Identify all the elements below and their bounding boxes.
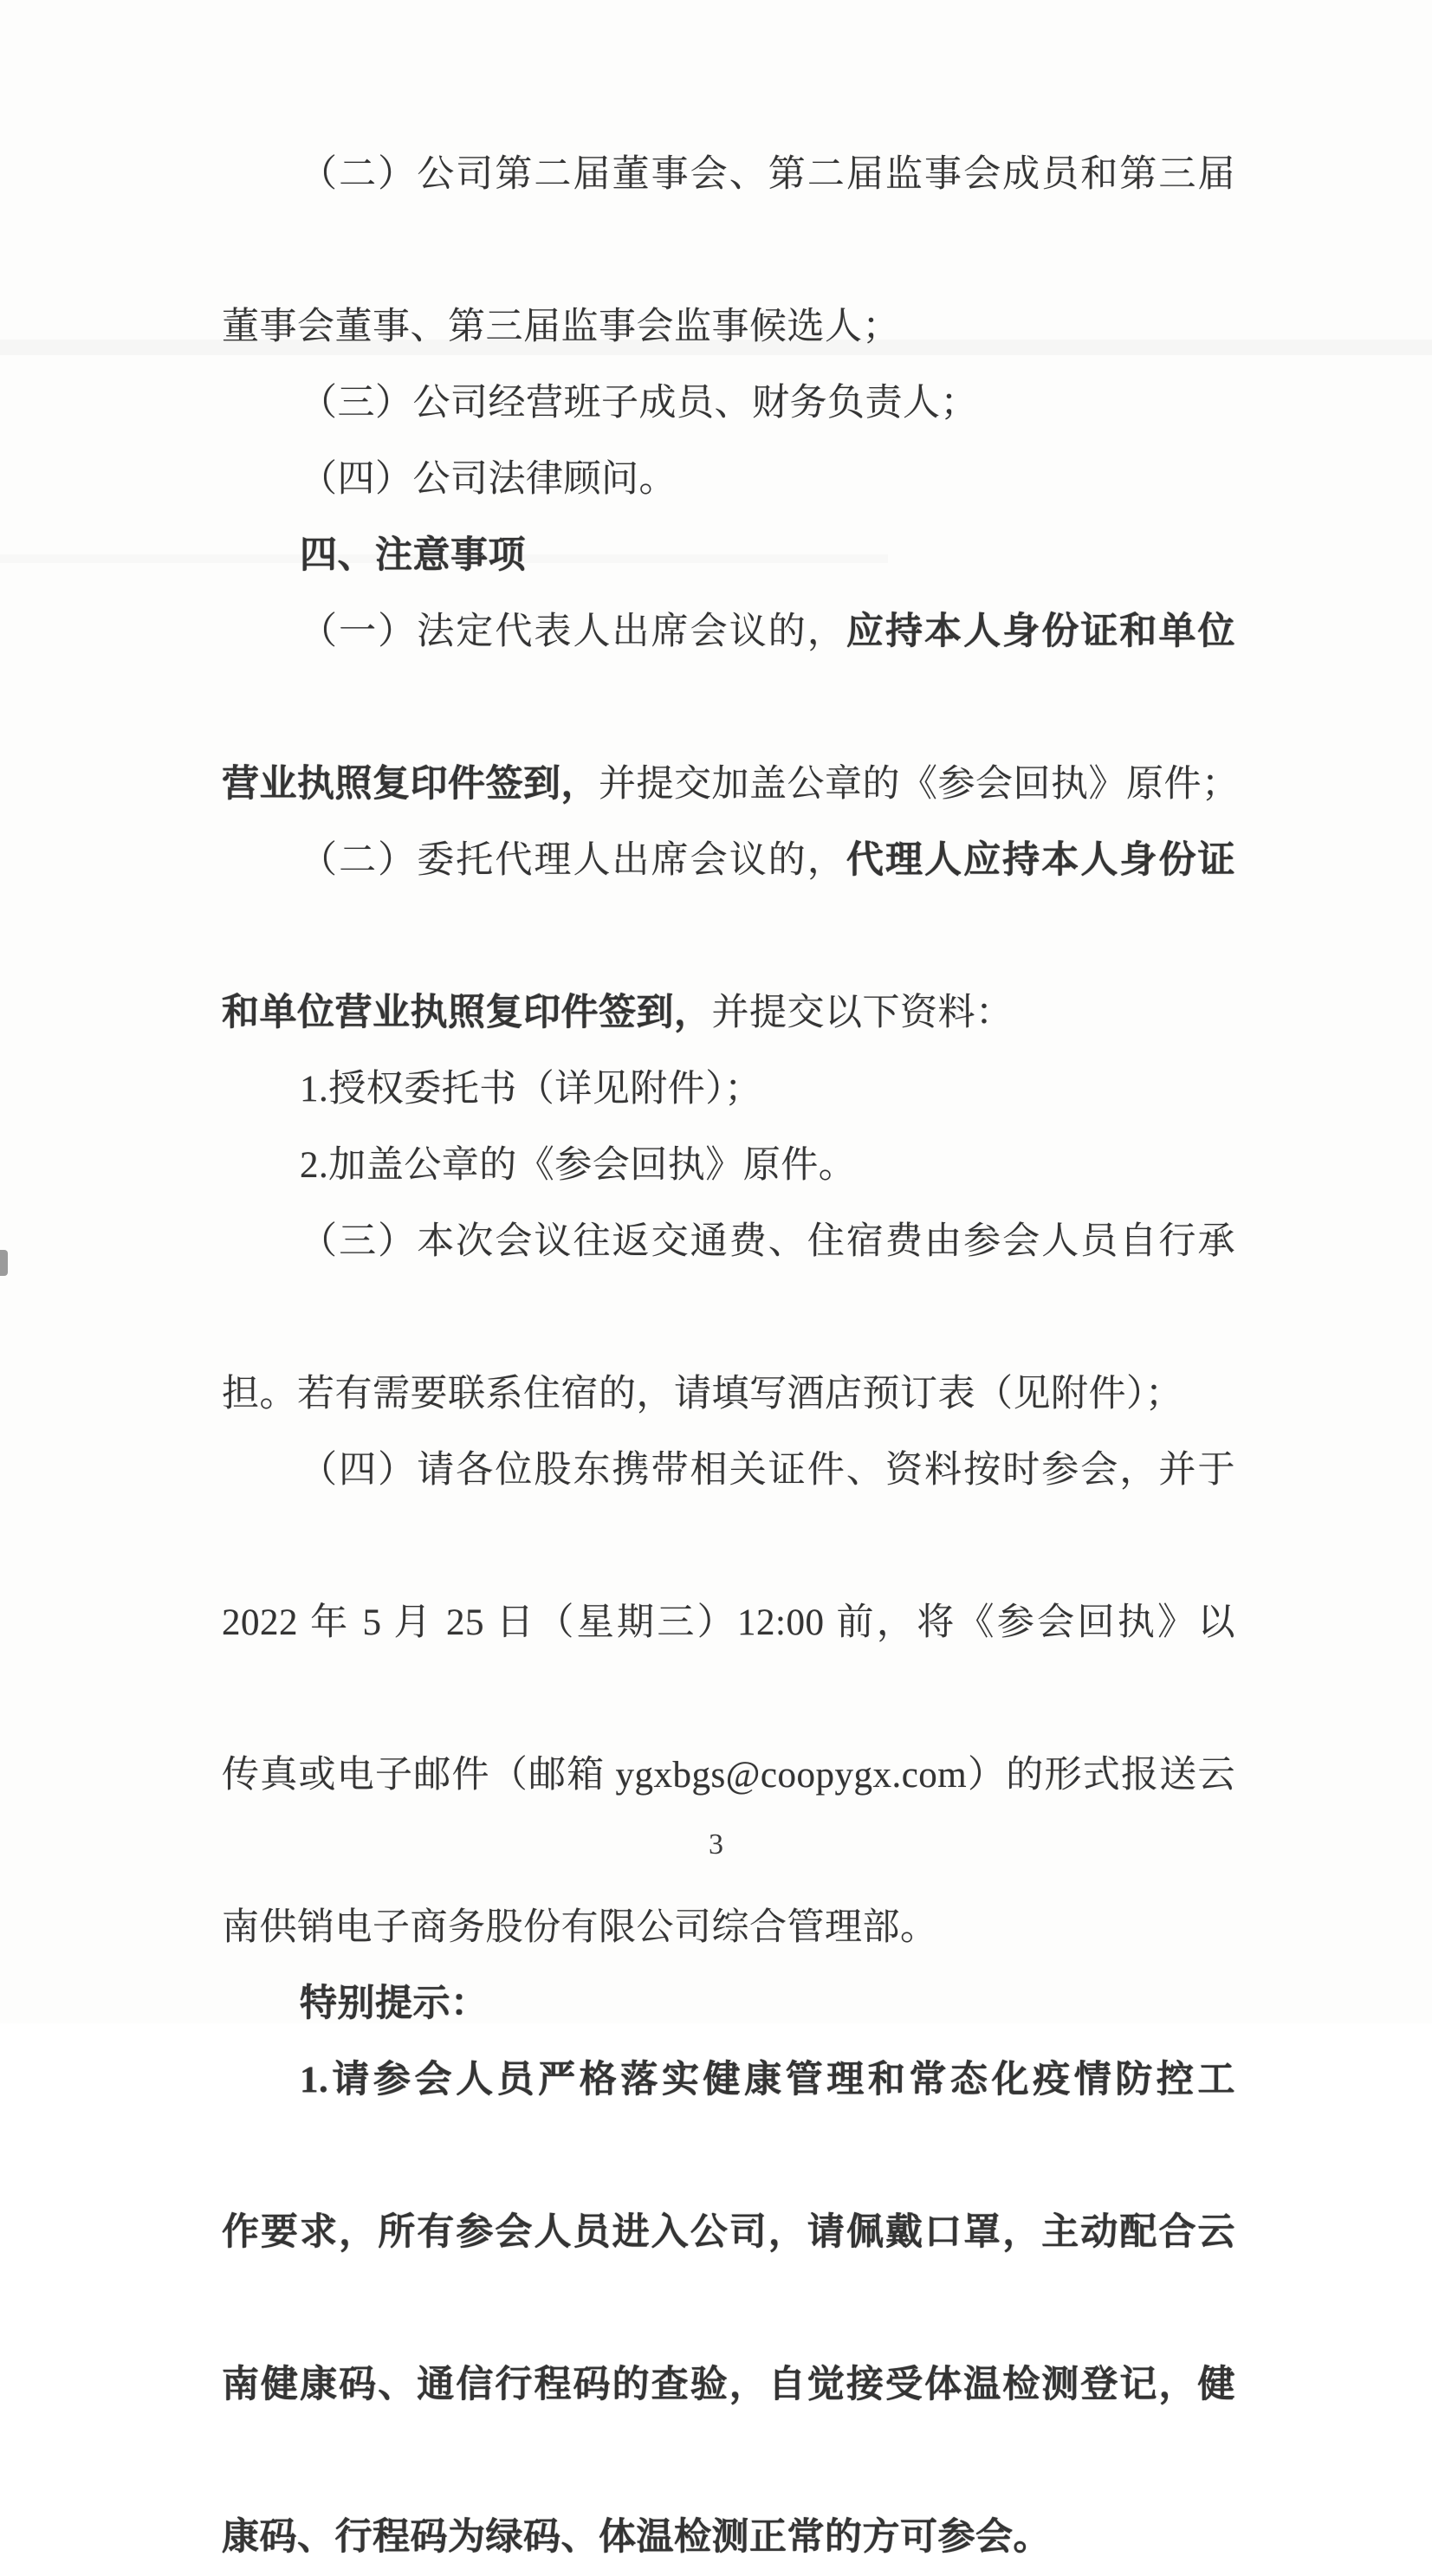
- text-segment: （一）法定代表人出席会议的，: [300, 612, 846, 652]
- text-line: [222, 1052, 1235, 1128]
- text-segment: 传真或电子邮件（邮箱 ygxbgs@coopygx.com）的形式报送云: [222, 1755, 1235, 1796]
- text-segment: （四）请各位股东携带相关证件、资料按时参会，并于: [300, 1450, 1235, 1491]
- text-segment: 董事会董事、第三届监事会监事候选人；: [222, 307, 900, 347]
- text-segment: 和单位营业执照复印件签到，: [222, 993, 712, 1033]
- text-segment: 担。若有需要联系住宿的，请填写酒店预订表（见附件）；: [222, 1374, 1183, 1414]
- text-line: [222, 289, 1235, 366]
- text-line: [222, 2042, 1235, 2195]
- page-number: 3: [709, 1828, 723, 1861]
- text-line: [222, 1738, 1235, 1890]
- text-line: [222, 1890, 1235, 1966]
- text-segment: 营业执照复印件签到，: [222, 764, 599, 805]
- document-body: [222, 137, 1240, 2576]
- text-line: [222, 1128, 1235, 1204]
- text-line: [222, 2195, 1235, 2347]
- text-segment: （三）公司经营班子成员、财务负责人；: [300, 383, 978, 424]
- text-line: [222, 594, 1235, 747]
- scan-edge-smudge: [0, 1250, 8, 1276]
- text-line: [222, 1204, 1235, 1356]
- text-segment: （二）公司第二届董事会、第二届监事会成员和第三届: [300, 154, 1235, 195]
- text-line: [222, 137, 1235, 289]
- text-segment: 特别提示：: [300, 1984, 489, 2024]
- text-line: [222, 366, 1235, 442]
- text-segment: 1.授权委托书（详见附件）；: [300, 1069, 762, 1110]
- text-segment: 作要求，所有参会人员进入公司，请佩戴口罩，主动配合云: [222, 2212, 1235, 2253]
- text-segment: 2.加盖公章的《参会回执》原件。: [300, 1145, 857, 1186]
- text-segment: 四、注意事项: [300, 535, 526, 576]
- text-line: [222, 442, 1235, 518]
- text-segment: （四）公司法律顾问。: [300, 459, 677, 500]
- text-line: [222, 747, 1240, 823]
- text-segment: 南健康码、通信行程码的查验，自觉接受体温检测登记，健: [222, 2365, 1235, 2405]
- text-segment: 应持本人身份证和单位: [846, 612, 1236, 652]
- text-segment: （二）委托代理人出席会议的，: [300, 840, 846, 881]
- text-segment: 南供销电子商务股份有限公司综合管理部。: [222, 1907, 938, 1948]
- text-line: [222, 1433, 1235, 1585]
- text-segment: （三）本次会议往返交通费、住宿费由参会人员自行承: [300, 1221, 1235, 1262]
- text-segment: 2022 年 5 月 25 日（星期三）12:00 前，将《参会回执》以: [222, 1602, 1235, 1643]
- text-line: [222, 823, 1235, 975]
- text-line: [222, 1585, 1235, 1738]
- text-segment: 代理人应持本人身份证: [846, 840, 1236, 881]
- text-line: [222, 1356, 1235, 1433]
- text-segment: 康码、行程码为绿码、体温检测正常的方可参会。: [222, 2517, 1051, 2558]
- text-line: [222, 1966, 1235, 2042]
- text-segment: 并提交以下资料：: [711, 993, 1014, 1033]
- text-line: [222, 518, 1235, 594]
- text-line: [222, 2347, 1235, 2500]
- text-line: [222, 975, 1235, 1052]
- text-line: [222, 2500, 1235, 2576]
- text-segment: 1.请参会人员严格落实健康管理和常态化疫情防控工: [300, 2060, 1235, 2100]
- text-segment: 并提交加盖公章的《参会回执》原件；: [599, 764, 1240, 805]
